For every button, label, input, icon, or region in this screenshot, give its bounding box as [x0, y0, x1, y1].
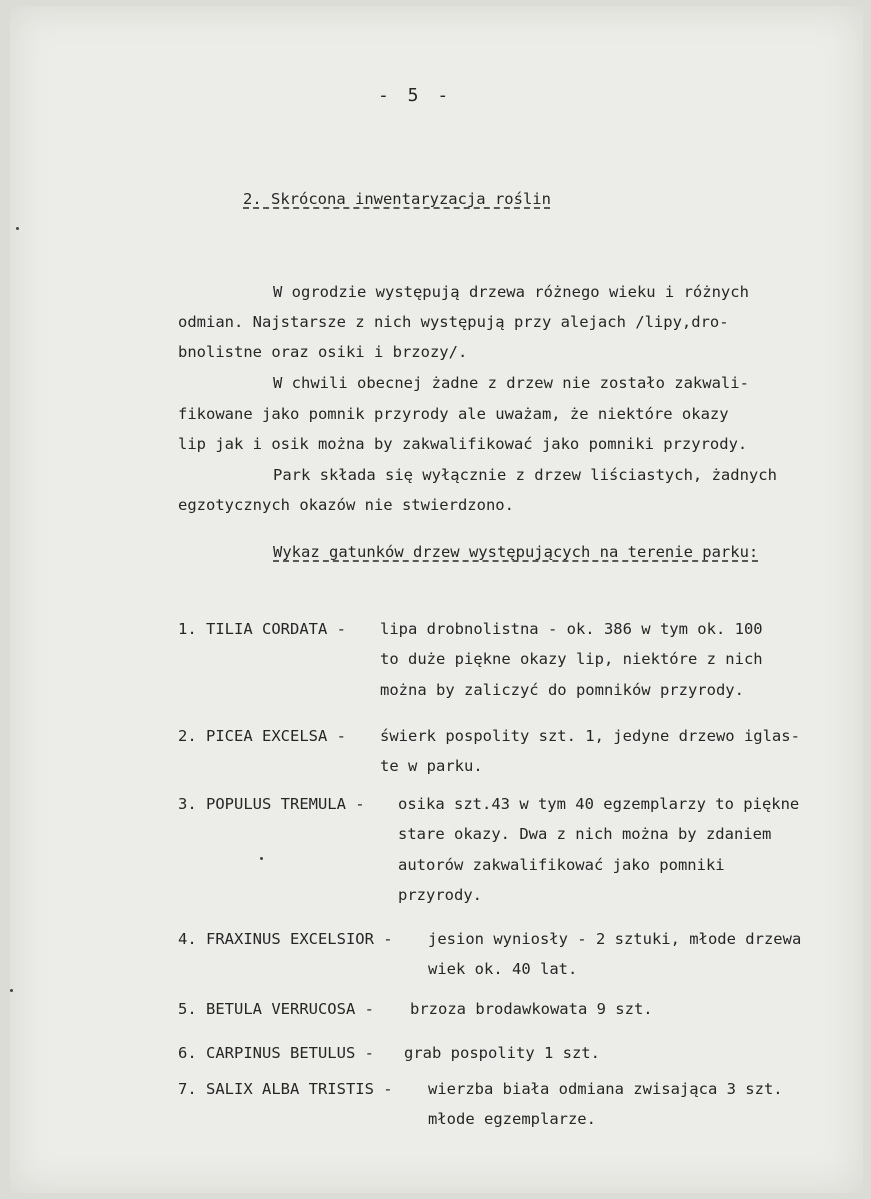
species-line: brzoza brodawkowata 9 szt. [410, 1000, 653, 1018]
species-name: 6. CARPINUS BETULUS - [178, 1044, 374, 1062]
paragraph-line: odmian. Najstarsze z nich występują przy alejach /lipy,dro- [178, 313, 729, 331]
species-name: 5. BETULA VERRUCOSA - [178, 1000, 374, 1018]
paragraph-line: fikowane jako pomnik przyrody ale uważam, że niektóre okazy [178, 405, 729, 423]
species-name: 3. POPULUS TREMULA - [178, 795, 365, 813]
paragraph-line: lip jak i osik można by zakwalifikować jako pomniki przyrody. [178, 435, 748, 453]
paper-speck [260, 857, 263, 860]
species-line: autorów zakwalifikować jako pomniki [398, 856, 725, 874]
species-line: osika szt.43 w tym 40 egzemplarzy to piękne [398, 795, 800, 813]
paragraph-line: egzotycznych okazów nie stwierdzono. [178, 496, 514, 514]
species-line: jesion wyniosły - 2 sztuki, młode drzewa [428, 930, 802, 948]
paragraph-line: W chwili obecnej żadne z drzew nie zostało zakwali- [273, 374, 749, 392]
paragraph-line: Park składa się wyłącznie z drzew liściastych, żadnych [273, 466, 777, 484]
list-heading: Wykaz gatunków drzew występujących na terenie parku: [273, 543, 759, 561]
species-name: 4. FRAXINUS EXCELSIOR - [178, 930, 393, 948]
paragraph-line: W ogrodzie występują drzewa różnego wieku i różnych [273, 283, 749, 301]
species-line: te w parku. [380, 757, 483, 775]
species-line: wierzba biała odmiana zwisająca 3 szt. [428, 1080, 783, 1098]
species-line: lipa drobnolistna - ok. 386 w tym ok. 100 [380, 620, 763, 638]
species-line: można by zaliczyć do pomników przyrody. [380, 681, 744, 699]
species-line: świerk pospolity szt. 1, jedyne drzewo iglas- [380, 727, 800, 745]
section-heading: 2. Skrócona inwentaryzacja roślin [243, 190, 551, 208]
species-line: młode egzemplarze. [428, 1110, 596, 1128]
species-line: wiek ok. 40 lat. [428, 960, 578, 978]
species-line: grab pospolity 1 szt. [404, 1044, 600, 1062]
page-number: - 5 - [378, 85, 453, 106]
species-line: stare okazy. Dwa z nich można by zdaniem [398, 825, 772, 843]
document-page [10, 6, 863, 1193]
species-line: przyrody. [398, 886, 482, 904]
paragraph-line: bnolistne oraz osiki i brzozy/. [178, 343, 468, 361]
paper-speck [16, 227, 19, 230]
species-name: 7. SALIX ALBA TRISTIS - [178, 1080, 393, 1098]
species-name: 2. PICEA EXCELSA - [178, 727, 346, 745]
paper-speck [10, 989, 13, 992]
species-name: 1. TILIA CORDATA - [178, 620, 346, 638]
species-line: to duże piękne okazy lip, niektóre z nich [380, 650, 763, 668]
